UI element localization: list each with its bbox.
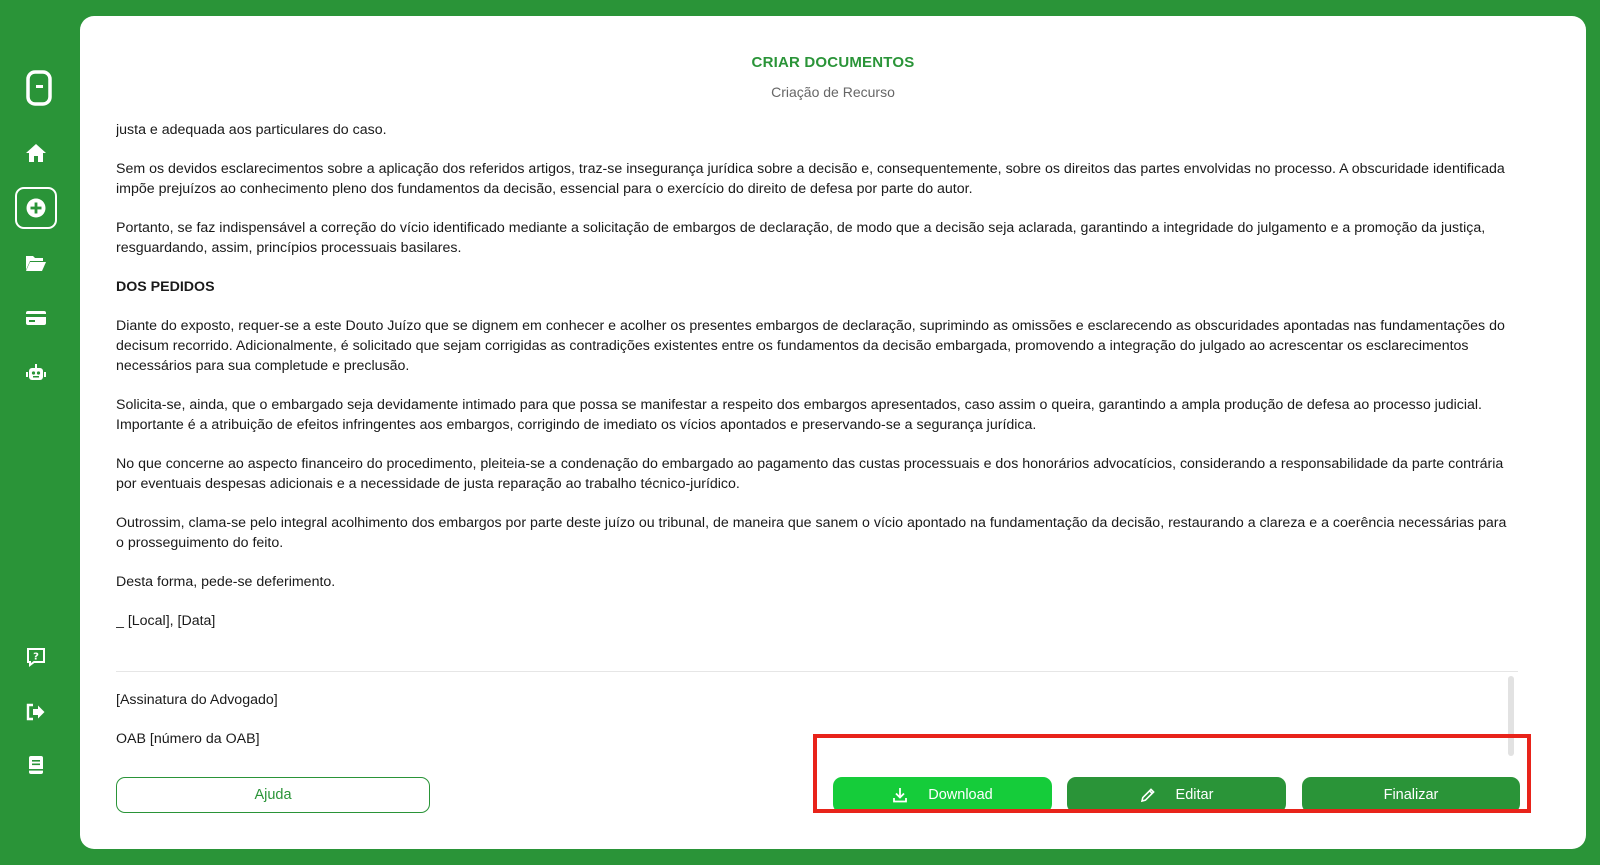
logout-icon[interactable] (15, 691, 57, 733)
page-title: CRIAR DOCUMENTOS (751, 54, 915, 71)
download-button[interactable] (833, 777, 1052, 813)
create-document-button[interactable] (15, 187, 57, 229)
edit-button[interactable] (1067, 777, 1286, 813)
document-paragraph: _ [Local], [Data] (116, 613, 216, 629)
robot-icon[interactable] (15, 352, 57, 394)
finish-button[interactable] (1302, 777, 1520, 813)
document-content[interactable] (116, 124, 1512, 665)
plus-icon (26, 198, 46, 218)
pencil-icon (1140, 787, 1156, 803)
sidebar (0, 0, 80, 865)
download-button-label: Download (928, 787, 993, 803)
edit-button-label: Editar (1175, 787, 1214, 803)
oab-line: OAB [número da OAB] (116, 731, 260, 747)
scrollbar[interactable] (1508, 676, 1514, 756)
document-paragraph: Portanto, se faz indispensável a correção do vício identificado mediante a solicitação de embargos de declaração, de modo que a decisão seja aclarada, garantindo a integridade do julgamento e a promoção da justiça, resguardando, assim, princípios processuais basilares. (116, 220, 1486, 256)
download-icon (892, 787, 908, 803)
credit-card-icon[interactable] (15, 297, 57, 339)
document-paragraph: No que concerne ao aspecto financeiro do procedimento, pleiteia-se a condenação do embargado ao pagamento das custas processuais e dos honorários advocatícios, considerando a responsabilidade da parte contrária por eventuais despesas adicionais e a necessidade de justa reparação ao trabalho técnico-jurídico. (116, 456, 1504, 492)
document-paragraph: Diante do exposto, requer-se a este Douto Juízo que se dignem em conhecer e acolher os presentes embargos de declaração, suprimindo as omissões e esclarecendo as obscuridades apontadas nas fundamentações do decisum recorrido. Adicionalmente, é solicitado que sejam corrigidas as contradições existentes entre os fundamentos da decisão embargada, promovendo a integração do julgado ao acrescentar os esclarecimentos necessários para sua completude e preclusão. (116, 318, 1505, 374)
document-paragraph: Sem os devidos esclarecimentos sobre a aplicação dos referidos artigos, traz-se insegurança jurídica sobre a decisão e, consequentemente, sobre os direitos das partes envolvidas no processo. A obscuridade identificada impõe prejuízos ao conhecimento pleno dos fundamentos da decisão, essencial para o exercício do direito de defesa por parte do autor. (116, 161, 1505, 197)
document-paragraph: Outrossim, clama-se pelo integral acolhimento dos embargos por parte deste juízo ou tribunal, de maneira que sanem o vício apontado na fundamentação da decisão, restaurando a clareza e a coerência necessárias para o prosseguimento do feito. (116, 515, 1507, 551)
help-icon[interactable] (15, 636, 57, 678)
home-icon[interactable] (15, 132, 57, 174)
logo-icon (24, 68, 54, 108)
signature-line: [Assinatura do Advogado] (116, 692, 278, 708)
document-footer (116, 671, 1518, 765)
finish-button-label: Finalizar (1383, 787, 1439, 803)
document-paragraph: Desta forma, pede-se deferimento. (116, 574, 336, 590)
help-button[interactable] (116, 777, 430, 813)
document-paragraph: Solicita-se, ainda, que o embargado seja devidamente intimado para que possa se manifestar a respeito dos embargos apresentados, caso assim o queira, garantindo a ampla produção de defesa ao processo judicial. Importante é a atribuição de efeitos infringentes aos embargos, corrigindo de imediato os vícios apontados e preservando-se a segurança jurídica. (116, 397, 1482, 433)
main-card (80, 16, 1586, 849)
book-icon[interactable] (15, 744, 57, 786)
page-subtitle: Criação de Recurso (771, 84, 895, 100)
folder-open-icon[interactable] (15, 242, 57, 284)
document-paragraph: justa e adequada aos particulares do caso. (116, 124, 387, 138)
svg-text:?: ? (33, 651, 39, 663)
section-heading: DOS PEDIDOS (116, 279, 215, 295)
help-button-label: Ajuda (254, 787, 292, 803)
